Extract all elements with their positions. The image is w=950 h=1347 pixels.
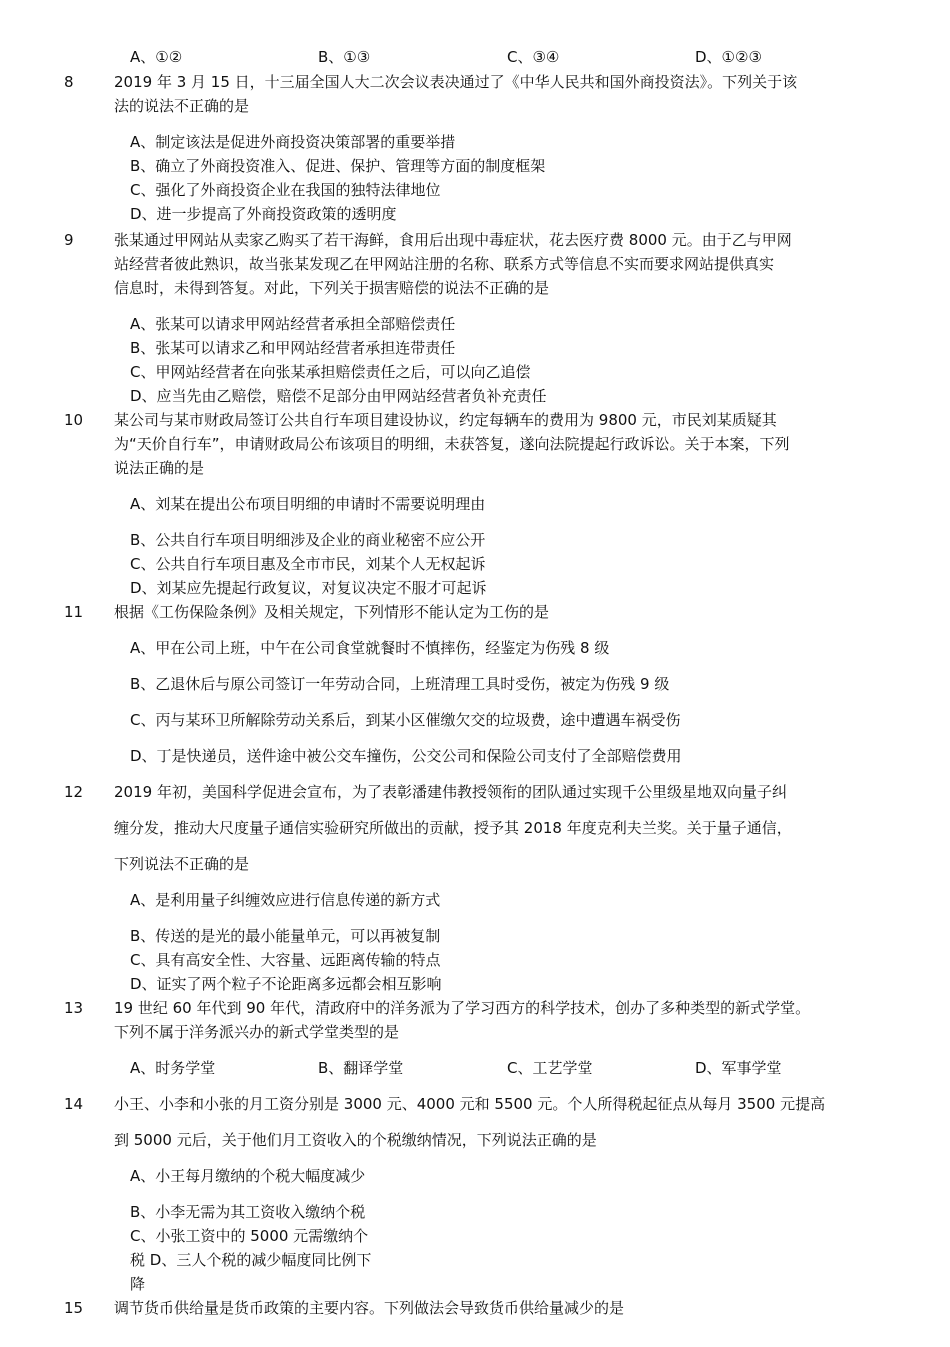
option-c: C、小张工资中的 5000 元需缴纳个 — [130, 1227, 369, 1245]
question-stem-line: 到 5000 元后，关于他们月工资收入的个税缴纳情况，下列说法正确的是 — [114, 1131, 597, 1149]
question-stem-line: 下列不属于洋务派兴办的新式学堂类型的是 — [114, 1023, 400, 1041]
question-stem-line: 说法正确的是 — [114, 459, 205, 477]
option-d-continued: 降 — [130, 1275, 146, 1293]
question-stem-line: 为“天价自行车”，申请财政局公布该项目的明细，未获答复，遂向法院提起行政诉讼。关于本案，下列 — [114, 435, 790, 453]
option-b: B、张某可以请求乙和甲网站经营者承担连带责任 — [130, 339, 456, 357]
question-stem-line: 2019 年初，美国科学促进会宣布，为了表彰潘建伟教授领衔的团队通过实现千公里级星地双向量子纠 — [114, 783, 787, 801]
question-number: 11 — [64, 603, 84, 621]
option-b: B、乙退休后与原公司签订一年劳动合同，上班清理工具时受伤，被定为伤残 9 级 — [130, 675, 670, 693]
option-d: 税 D、三人个税的减少幅度同比例下 — [130, 1251, 372, 1269]
question-stem-line: 19 世纪 60 年代到 90 年代，清政府中的洋务派为了学习西方的科学技术，创办了多种类型的新式学堂。 — [114, 999, 811, 1017]
question-stem-line: 法的说法不正确的是 — [114, 97, 250, 115]
q7-option-a: A、①② — [130, 48, 183, 66]
question-stem-line: 张某通过甲网站从卖家乙购买了若干海鲜，食用后出现中毒症状，花去医疗费 8000 元。由于乙与甲网 — [114, 231, 792, 249]
question-stem-line: 某公司与某市财政局签订公共自行车项目建设协议，约定每辆车的费用为 9800 元，市民刘某质疑其 — [114, 411, 777, 429]
option-a: A、时务学堂 — [130, 1059, 216, 1077]
option-b: B、翻译学堂 — [318, 1059, 404, 1077]
option-c: C、强化了外商投资企业在我国的独特法律地位 — [130, 181, 441, 199]
option-b: B、确立了外商投资准入、促进、保护、管理等方面的制度框架 — [130, 157, 546, 175]
option-c: C、丙与某环卫所解除劳动关系后，到某小区催缴欠交的垃圾费，途中遭遇车祸受伤 — [130, 711, 681, 729]
question-stem-line: 小王、小李和小张的月工资分别是 3000 元、4000 元和 5500 元。个人所得税起征点从每月 3500 元提高 — [114, 1095, 826, 1113]
option-a: A、是利用量子纠缠效应进行信息传递的新方式 — [130, 891, 441, 909]
option-a: A、张某可以请求甲网站经营者承担全部赔偿责任 — [130, 315, 456, 333]
option-d: D、应当先由乙赔偿，赔偿不足部分由甲网站经营者负补充责任 — [130, 387, 547, 405]
question-stem-line: 下列说法不正确的是 — [114, 855, 250, 873]
question-stem-line: 站经营者彼此熟识，故当张某发现乙在甲网站注册的名称、联系方式等信息不实而要求网站提供真实 — [114, 255, 775, 273]
option-a: A、刘某在提出公布项目明细的申请时不需要说明理由 — [130, 495, 486, 513]
option-d: D、丁是快递员，送件途中被公交车撞伤，公交公司和保险公司支付了全部赔偿费用 — [130, 747, 682, 765]
option-a: A、甲在公司上班，中午在公司食堂就餐时不慎摔伤，经鉴定为伤残 8 级 — [130, 639, 610, 657]
q7-option-b: B、①③ — [318, 48, 371, 66]
question-number: 15 — [64, 1299, 84, 1317]
q7-option-c: C、③④ — [507, 48, 560, 66]
question-number: 10 — [64, 411, 84, 429]
option-d: D、证实了两个粒子不论距离多远都会相互影响 — [130, 975, 442, 993]
question-stem-line: 2019 年 3 月 15 日，十三届全国人大二次会议表决通过了《中华人民共和国外商投资法》。下列关于该 — [114, 73, 798, 91]
option-c: C、工艺学堂 — [507, 1059, 593, 1077]
question-stem-line: 信息时，未得到答复。对此，下列关于损害赔偿的说法不正确的是 — [114, 279, 550, 297]
option-c: C、甲网站经营者在向张某承担赔偿责任之后，可以向乙追偿 — [130, 363, 531, 381]
option-a: A、小王每月缴纳的个税大幅度减少 — [130, 1167, 366, 1185]
option-b: B、公共自行车项目明细涉及企业的商业秘密不应公开 — [130, 531, 486, 549]
question-number: 13 — [64, 999, 84, 1017]
option-d: D、军事学堂 — [695, 1059, 782, 1077]
option-b: B、传送的是光的最小能量单元，可以再被复制 — [130, 927, 441, 945]
question-number: 14 — [64, 1095, 84, 1113]
question-number: 8 — [64, 73, 74, 91]
question-number: 9 — [64, 231, 74, 249]
option-a: A、制定该法是促进外商投资决策部署的重要举措 — [130, 133, 456, 151]
option-c: C、具有高安全性、大容量、远距离传输的特点 — [130, 951, 441, 969]
option-c: C、公共自行车项目惠及全市市民，刘某个人无权起诉 — [130, 555, 486, 573]
question-number: 12 — [64, 783, 84, 801]
option-b: B、小李无需为其工资收入缴纳个税 — [130, 1203, 366, 1221]
q7-option-d: D、①②③ — [695, 48, 762, 66]
option-d: D、刘某应先提起行政复议，对复议决定不服才可起诉 — [130, 579, 487, 597]
option-d: D、进一步提高了外商投资政策的透明度 — [130, 205, 397, 223]
question-stem-line: 调节货币供给量是货币政策的主要内容。下列做法会导致货币供给量减少的是 — [114, 1299, 625, 1317]
question-stem-line: 根据《工伤保险条例》及相关规定，下列情形不能认定为工伤的是 — [114, 603, 550, 621]
question-stem-line: 缠分发，推动大尺度量子通信实验研究所做出的贡献，授予其 2018 年度克利夫兰奖。关于量子通信， — [114, 819, 792, 837]
